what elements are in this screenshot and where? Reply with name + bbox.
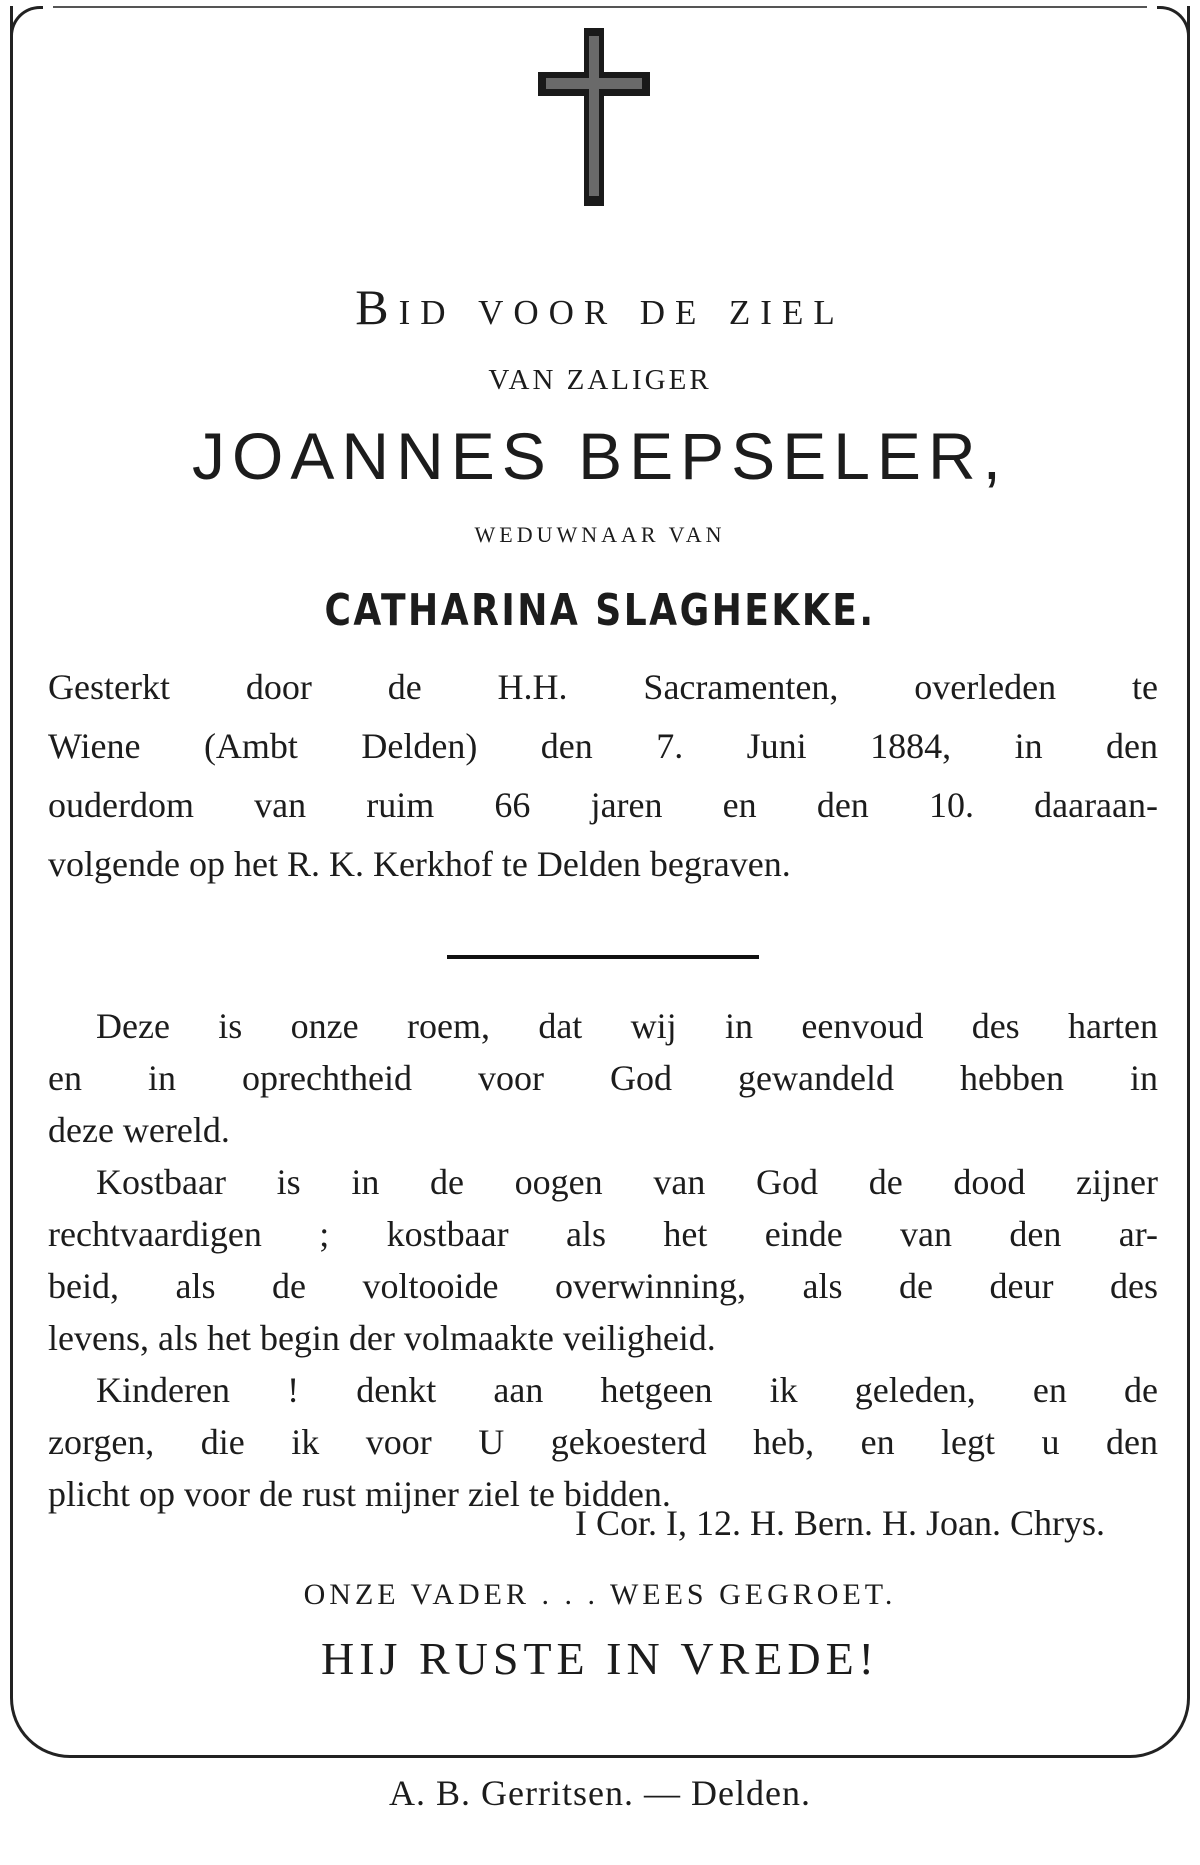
quote-line-2: en in oprechtheid voor God gewandeld hebben in <box>48 1058 1158 1098</box>
widower-of-line: WEDUWNAAR VAN <box>474 522 726 547</box>
rest-in-peace: HIJ RUSTE IN VREDE! <box>321 1633 879 1684</box>
quote-line-8: Kinderen ! denkt aan hetgeen ik geleden, en de <box>96 1370 1158 1410</box>
intro-line-4: volgende op het R. K. Kerkhof te Delden begraven. <box>48 844 791 884</box>
quote-line-7: levens, als het begin der volmaakte veiligheid. <box>48 1318 716 1358</box>
quote-line-3: deze wereld. <box>48 1110 230 1150</box>
intro-line-1: Gesterkt door de H.H. Sacramenten, overleden te <box>48 667 1158 707</box>
quote-line-5: rechtvaardigen ; kostbaar als het einde van den ar- <box>48 1214 1158 1254</box>
spouse-name: CATHARINA SLAGHEKKE. <box>324 585 876 636</box>
card-top-rule <box>53 6 1147 8</box>
intro-line-3: ouderdom van ruim 66 jaren en den 10. daaraan- <box>48 785 1158 825</box>
quote-line-1: Deze is onze roem, dat wij in eenvoud des harten <box>96 1006 1158 1046</box>
death-notice-paragraph <box>48 658 1158 894</box>
section-divider <box>447 955 759 959</box>
quotation-text <box>48 1000 1158 1520</box>
quote-line-4: Kostbaar is in de oogen van God de dood zijner <box>96 1162 1158 1202</box>
prayers-line: ONZE VADER . . . WEES GEGROET. <box>303 1578 897 1611</box>
prayer-heading: Bid voor de ziel <box>355 279 845 335</box>
scripture-reference: I Cor. I, 12. H. Bern. H. Joan. Chrys. <box>575 1503 1105 1543</box>
printer-credit: A. B. Gerritsen. — Delden. <box>389 1773 811 1813</box>
intro-line-2: Wiene (Ambt Delden) den 7. Juni 1884, in den <box>48 726 1158 766</box>
quote-line-10: plicht op voor de rust mijner ziel te bidden. <box>48 1474 671 1514</box>
van-zaliger-line: VAN ZALIGER <box>488 364 712 396</box>
quote-line-9: zorgen, die ik voor U gekoesterd heb, en legt u den <box>48 1422 1158 1462</box>
quote-line-6: beid, als de voltooide overwinning, als de deur des <box>48 1266 1158 1306</box>
cross-icon <box>532 22 656 212</box>
deceased-name: JOANNES BEPSELER, <box>192 419 1008 493</box>
